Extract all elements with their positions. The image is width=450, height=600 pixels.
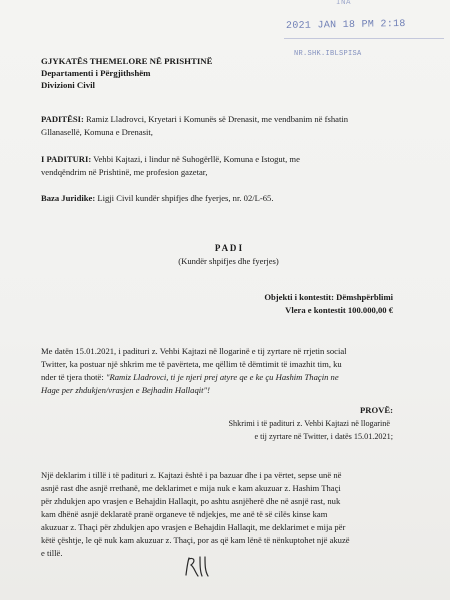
subject-value bbox=[41, 305, 393, 317]
legal-basis-text: Ligji Civil kundër shpifjes dhe fyerjes, nr. 02/L-65. bbox=[95, 193, 274, 203]
document-subtitle: (Kundër shpifjes dhe fyerjes) bbox=[178, 256, 279, 266]
defendant-label: I PADITURI: bbox=[41, 154, 92, 164]
legal-basis-label: Baza Juridike: bbox=[41, 193, 96, 203]
court-name: GJYKATËS THEMELORE NË PRISHTINË bbox=[41, 56, 213, 66]
plaintiff-text-1: Ramiz Lladrovci, Kryetari i Komunës së Drenasit, me vendbanim në fshatin bbox=[83, 114, 349, 124]
evidence-line-2: e tij zyrtare në Twitter, i datës 15.01.2021; bbox=[254, 432, 393, 441]
argument-line-2: asnjë rast dhe asnjë rrethanë, me deklarimet e mija nuk e kam akuzuar z. Hashim Thaçi bbox=[41, 483, 341, 493]
defendant-line-1 bbox=[41, 154, 416, 166]
plaintiff-line-1 bbox=[41, 114, 416, 126]
document-title: P A D I bbox=[214, 243, 243, 253]
evidence-label: PROVË: bbox=[360, 405, 393, 415]
plaintiff-text-2: Gllanasellë, Komuna e Drenasit, bbox=[41, 127, 153, 137]
defendant-text-1: Vehbi Kajtazi, i lindur në Suhogërllë, Komuna e Istogut, me bbox=[91, 154, 300, 164]
argument-line-4: kam dhënë asnjë deklaratë pranë organeve të ndjekjes, me anë të së cilës kinse kam bbox=[41, 509, 328, 519]
facts-line-3-intro: nder të tjera thotë: bbox=[41, 372, 106, 382]
object-value: Dëmshpërblimi bbox=[334, 292, 393, 302]
court-division: Divizioni Civil bbox=[41, 80, 96, 90]
court-department: Departamenti i Përgjithshëm bbox=[41, 68, 151, 78]
argument-line-5: akuzuar z. Thaçi për zhdukjen apo vrasjen e Behajdin Hallaqit, me deklarimet e mija për bbox=[41, 522, 346, 532]
defendant-text-2: vendqëndrim në Prishtinë, me profesion gazetar, bbox=[41, 167, 208, 177]
evidence-line-1: Shkrimi i të padituri z. Vehbi Kajtazi në llogarinë bbox=[228, 419, 390, 428]
handwritten-signature bbox=[182, 555, 222, 579]
legal-basis bbox=[41, 193, 416, 205]
facts-quote-2: Hage per zhdukjen/vrasjen e Bejhadin Hallaqit"! bbox=[41, 385, 211, 395]
argument-line-3: për zhdukjen apo vrasjen e Behajdin Hallaqit, po ashtu asnjëherë dhe në asnjë rast, nuk bbox=[41, 496, 341, 506]
object-label: Objekti i kontestit: bbox=[264, 292, 335, 302]
stamp-divider bbox=[284, 38, 444, 39]
argument-line-7: e tillë. bbox=[41, 548, 63, 558]
argument-line-1: Një deklarim i tillë i të padituri z. Kajtazi është i pa bazuar dhe i pa vërtet, sepse unë në bbox=[41, 470, 342, 480]
facts-line-1: Me datën 15.01.2021, i padituri z. Vehbi Kajtazi në llogarinë e tij zyrtare në rrjetin social bbox=[41, 346, 347, 356]
plaintiff-label: PADITËSI: bbox=[41, 114, 84, 124]
stamp-top-text: INA bbox=[336, 0, 352, 7]
subject-object bbox=[41, 292, 393, 304]
argument-line-6: këtë çështje, le që nuk kam akuzuar z. Thaçi, por as që kam lënë të nënkuptohet një akuzë bbox=[41, 535, 350, 545]
facts-line-3 bbox=[41, 372, 416, 384]
value-label: Vlera e kontestit bbox=[285, 305, 346, 315]
stamp-code: NR.SHK.IBLSPISA bbox=[294, 50, 362, 58]
facts-line-2: Twitter, ka postuar një shkrim me të pavërteta, me qëllim të dëmtimit të imazhit tim, ku bbox=[41, 359, 342, 369]
stamp-date: 2021 JAN 18 PM 2:18 bbox=[285, 18, 406, 33]
value-amount: 100.000,00 € bbox=[345, 305, 393, 315]
facts-quote-1: "Ramiz Lladrovci, ti je njeri prej atyre qe e ke çu Hashim Thaçin ne bbox=[105, 372, 339, 382]
